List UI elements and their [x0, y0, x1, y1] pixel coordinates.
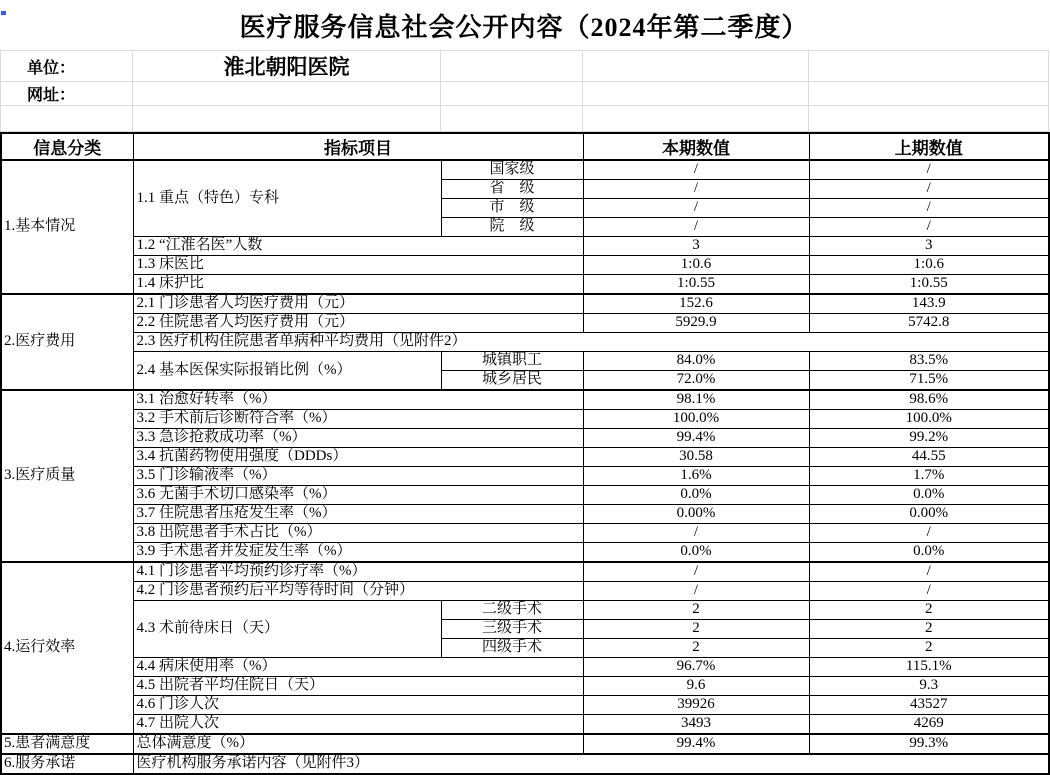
table-row: [1, 160, 1049, 180]
current-value-cell: 99.4%: [583, 429, 809, 448]
empty-cell: [809, 82, 1049, 106]
indicator-cell: 3.8 出院患者手术占比（%）: [133, 524, 583, 543]
header-previous: 上期数值: [809, 133, 1049, 160]
current-value-cell: 3: [583, 237, 809, 256]
table-row: [1, 314, 1049, 333]
previous-value-cell: 43527: [809, 696, 1049, 715]
empty-cell: [809, 51, 1049, 82]
previous-value-cell: 5742.8: [809, 314, 1049, 333]
indicator-cell: 3.3 急诊抢救成功率（%）: [133, 429, 583, 448]
previous-value-cell: 44.55: [809, 448, 1049, 467]
previous-value-cell: /: [809, 180, 1049, 199]
current-value-cell: 96.7%: [583, 658, 809, 677]
table-row: [1, 448, 1049, 467]
header-row: [1, 133, 1049, 160]
indicator-cell: 2.1 门诊患者人均医疗费用（元）: [133, 294, 583, 314]
table-row: [1, 734, 1049, 754]
empty-cell: [441, 106, 583, 132]
header-category: 信息分类: [1, 133, 133, 160]
indicator-cell: 2.4 基本医保实际报销比例（%）: [133, 352, 441, 391]
previous-value-cell: 2: [809, 620, 1049, 639]
table-row: [1, 294, 1049, 314]
current-value-cell: /: [583, 199, 809, 218]
report-table: [0, 132, 1050, 775]
current-value-cell: 0.0%: [583, 486, 809, 505]
category-cell: 3.医疗质量: [1, 390, 133, 562]
category-cell: 6.服务承诺: [1, 754, 133, 774]
previous-value-cell: 1:0.55: [809, 275, 1049, 295]
current-value-cell: 30.58: [583, 448, 809, 467]
current-value-cell: 1:0.6: [583, 256, 809, 275]
indicator-cell: 3.7 住院患者压疮发生率（%）: [133, 505, 583, 524]
table-row: [1, 486, 1049, 505]
indicator-cell: 3.2 手术前后诊断符合率（%）: [133, 410, 583, 429]
current-value-cell: 0.0%: [583, 543, 809, 563]
previous-value-cell: 2: [809, 639, 1049, 658]
indicator-cell: 4.3 术前待床日（天）: [133, 601, 441, 658]
previous-value-cell: 0.0%: [809, 543, 1049, 563]
indicator-cell: 3.6 无菌手术切口感染率（%）: [133, 486, 583, 505]
current-value-cell: 3493: [583, 715, 809, 735]
current-value-cell: 5929.9: [583, 314, 809, 333]
current-value-cell: 2: [583, 601, 809, 620]
website-label: 网址：: [1, 82, 133, 106]
indicator-cell: 4.7 出院人次: [133, 715, 583, 735]
sub-indicator-cell: 四级手术: [441, 639, 583, 658]
table-row: [1, 754, 1049, 774]
table-row: [1, 658, 1049, 677]
indicator-cell: 4.5 出院者平均住院日（天）: [133, 677, 583, 696]
unit-row: [1, 51, 1049, 82]
unit-label: 单位：: [1, 51, 133, 82]
current-value-cell: /: [583, 180, 809, 199]
empty-cell: [133, 106, 441, 132]
empty-cell: [583, 51, 809, 82]
table-row: [1, 543, 1049, 563]
table-row: [1, 237, 1049, 256]
table-row: [1, 467, 1049, 486]
previous-value-cell: 2: [809, 601, 1049, 620]
website-row: [1, 82, 1049, 106]
table-row: [1, 601, 1049, 620]
current-value-cell: 100.0%: [583, 410, 809, 429]
sub-indicator-cell: 城乡居民: [441, 371, 583, 391]
previous-value-cell: /: [809, 562, 1049, 582]
category-cell: 1.基本情况: [1, 160, 133, 294]
indicator-cell: 4.4 病床使用率（%）: [133, 658, 583, 677]
indicator-cell: 3.4 抗菌药物使用强度（DDDs）: [133, 448, 583, 467]
previous-value-cell: 9.3: [809, 677, 1049, 696]
current-value-cell: /: [583, 524, 809, 543]
indicator-cell: 4.6 门诊人次: [133, 696, 583, 715]
current-value-cell: 2: [583, 639, 809, 658]
current-value-cell: /: [583, 160, 809, 180]
empty-cell: [809, 106, 1049, 132]
current-value-cell: 9.6: [583, 677, 809, 696]
current-value-cell: 1.6%: [583, 467, 809, 486]
current-value-cell: /: [583, 218, 809, 237]
indicator-cell: 1.1 重点（特色）专科: [133, 160, 441, 237]
table-row: [1, 390, 1049, 410]
indicator-cell: 3.9 手术患者并发症发生率（%）: [133, 543, 583, 563]
category-cell: 4.运行效率: [1, 562, 133, 734]
header-indicator: 指标项目: [133, 133, 583, 160]
previous-value-cell: 143.9: [809, 294, 1049, 314]
sub-indicator-cell: 院 级: [441, 218, 583, 237]
sub-indicator-cell: 城镇职工: [441, 352, 583, 371]
page-title: 医疗服务信息社会公开内容（2024年第二季度）: [239, 12, 809, 42]
empty-cell: [583, 106, 809, 132]
indicator-cell: 医疗机构服务承诺内容（见附件3）: [133, 754, 1049, 774]
unit-value: 淮北朝阳医院: [133, 51, 441, 82]
previous-value-cell: /: [809, 582, 1049, 601]
table-row: [1, 505, 1049, 524]
current-value-cell: 99.4%: [583, 734, 809, 754]
spacer-row: [1, 106, 1049, 132]
previous-value-cell: /: [809, 218, 1049, 237]
empty-cell: [441, 51, 583, 82]
indicator-cell: 3.1 治愈好转率（%）: [133, 390, 583, 410]
indicator-cell: 总体满意度（%）: [133, 734, 583, 754]
indicator-cell: 3.5 门诊输液率（%）: [133, 467, 583, 486]
table-row: [1, 562, 1049, 582]
previous-value-cell: /: [809, 199, 1049, 218]
current-value-cell: 2: [583, 620, 809, 639]
current-value-cell: /: [583, 562, 809, 582]
meta-grid: [0, 50, 1049, 132]
sub-indicator-cell: 国家级: [441, 160, 583, 180]
current-value-cell: 84.0%: [583, 352, 809, 371]
table-row: [1, 256, 1049, 275]
previous-value-cell: 0.00%: [809, 505, 1049, 524]
category-cell: 5.患者满意度: [1, 734, 133, 754]
empty-cell: [1, 106, 133, 132]
previous-value-cell: 0.0%: [809, 486, 1049, 505]
current-value-cell: 152.6: [583, 294, 809, 314]
table-row: [1, 582, 1049, 601]
previous-value-cell: /: [809, 524, 1049, 543]
previous-value-cell: 83.5%: [809, 352, 1049, 371]
sub-indicator-cell: 市 级: [441, 199, 583, 218]
blue-corner-artifact: [1, 11, 6, 15]
indicator-cell: 1.4 床护比: [133, 275, 583, 295]
previous-value-cell: 115.1%: [809, 658, 1049, 677]
table-row: [1, 524, 1049, 543]
table-row: [1, 429, 1049, 448]
current-value-cell: 39926: [583, 696, 809, 715]
table-row: [1, 410, 1049, 429]
indicator-cell: 2.2 住院患者人均医疗费用（元）: [133, 314, 583, 333]
indicator-cell: 1.3 床医比: [133, 256, 583, 275]
current-value-cell: 0.00%: [583, 505, 809, 524]
previous-value-cell: 3: [809, 237, 1049, 256]
indicator-cell: 2.3 医疗机构住院患者单病种平均费用（见附件2）: [133, 333, 1049, 352]
previous-value-cell: 99.3%: [809, 734, 1049, 754]
category-cell: 2.医疗费用: [1, 294, 133, 390]
current-value-cell: /: [583, 582, 809, 601]
header-current: 本期数值: [583, 133, 809, 160]
indicator-cell: 4.1 门诊患者平均预约诊疗率（%）: [133, 562, 583, 582]
current-value-cell: 72.0%: [583, 371, 809, 391]
previous-value-cell: /: [809, 160, 1049, 180]
current-value-cell: 1:0.55: [583, 275, 809, 295]
indicator-cell: 1.2 “江淮名医”人数: [133, 237, 583, 256]
table-row: [1, 696, 1049, 715]
previous-value-cell: 1.7%: [809, 467, 1049, 486]
previous-value-cell: 99.2%: [809, 429, 1049, 448]
sub-indicator-cell: 三级手术: [441, 620, 583, 639]
table-row: [1, 677, 1049, 696]
empty-cell: [583, 82, 809, 106]
indicator-cell: 4.2 门诊患者预约后平均等待时间（分钟）: [133, 582, 583, 601]
previous-value-cell: 98.6%: [809, 390, 1049, 410]
sub-indicator-cell: 二级手术: [441, 601, 583, 620]
table-row: [1, 333, 1049, 352]
current-value-cell: 98.1%: [583, 390, 809, 410]
previous-value-cell: 71.5%: [809, 371, 1049, 391]
website-value: [133, 82, 441, 106]
previous-value-cell: 4269: [809, 715, 1049, 735]
previous-value-cell: 1:0.6: [809, 256, 1049, 275]
empty-cell: [441, 82, 583, 106]
table-row: [1, 275, 1049, 295]
previous-value-cell: 100.0%: [809, 410, 1049, 429]
sub-indicator-cell: 省 级: [441, 180, 583, 199]
table-row: [1, 715, 1049, 735]
table-row: [1, 352, 1049, 371]
